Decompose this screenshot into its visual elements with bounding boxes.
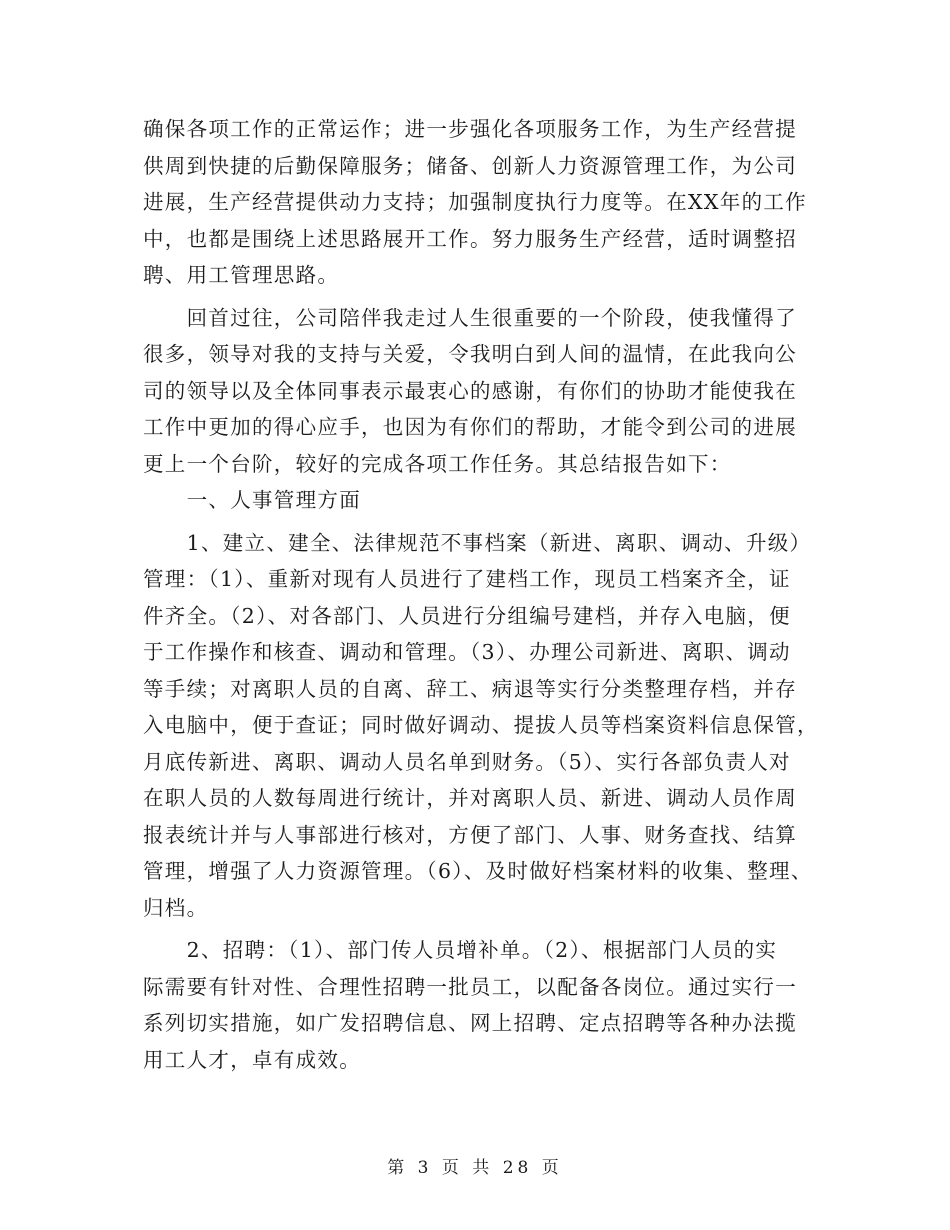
text-line: 回首过往，公司陪伴我走过人生很重要的一个阶段，使我懂得了 <box>143 305 797 330</box>
text-line: 供周到快捷的后勤保障服务；储备、创新人力资源管理工作，为公司 <box>143 153 797 178</box>
text-line: 件齐全。（2）、对各部门、人员进行分组编号建档，并存入电脑，便 <box>143 603 791 628</box>
text-line: 很多，领导对我的支持与关爱，令我明白到人间的温情，在此我向公 <box>143 342 797 366</box>
text-line: 管理，增强了人力资源管理。（6）、及时做好档案材料的收集、整理、 <box>143 859 813 883</box>
text-line: 月底传新进、离职、调动人员名单到财务。（5）、实行各部负责人对 <box>143 749 791 774</box>
document-body <box>143 111 819 1078</box>
text-line: 用工人才，卓有成效。 <box>143 1047 361 1072</box>
text-line: 司的领导以及全体同事表示最衷心的感谢，有你们的协助才能使我在 <box>143 378 797 403</box>
paragraph-intro-continued <box>143 111 815 294</box>
text-line: 在职人员的人数每周进行统计，并对离职人员、新进、调动人员作周 <box>143 786 797 810</box>
text-line: 2、招聘：（1）、部门传人员增补单。（2）、根据部门人员的实 <box>143 938 778 962</box>
text-line: 报表统计并与人事部进行核对，方便了部门、人事、财务查找、结算 <box>143 822 797 847</box>
section-heading-personnel <box>143 482 815 519</box>
text-line: 归档。 <box>143 895 209 920</box>
section-heading: 一、人事管理方面 <box>143 488 361 512</box>
text-line: 入电脑中，便于查证；同时做好调动、提拔人员等档案资料信息保管， <box>143 713 819 737</box>
text-line: 进展，生产经营提供动力支持；加强制度执行力度等。在XX年的工作 <box>143 190 807 214</box>
text-line: 中，也都是围绕上述思路展开工作。努力服务生产经营，适时调整招 <box>143 226 797 251</box>
text-line: 际需要有针对性、合理性招聘一批员工，以配备各岗位。通过实行一 <box>143 974 797 999</box>
text-line: 于工作操作和核查、调动和管理。（3）、办理公司新进、离职、调动 <box>143 640 791 664</box>
text-line: 系列切实措施，如广发招聘信息、网上招聘、定点招聘等各种办法揽 <box>143 1011 797 1035</box>
text-line: 确保各项工作的正常运作；进一步强化各项服务工作，为生产经营提 <box>143 117 797 141</box>
text-line: 等手续；对离职人员的自离、辞工、病退等实行分类整理存档，并存 <box>143 676 797 701</box>
text-line: 管理：（1）、重新对现有人员进行了建档工作，现员工档案齐全，证 <box>143 567 791 591</box>
page-number-footer: 第 3 页 共 28 页 <box>387 1158 563 1178</box>
text-line: 工作中更加的得心应手，也因为有你们的帮助，才能令到公司的进展 <box>143 415 797 439</box>
text-line: 聘、用工管理思路。 <box>143 263 340 287</box>
text-line: 更上一个台阶，较好的完成各项工作任务。其总结报告如下： <box>143 451 732 476</box>
paragraph-archives <box>143 525 819 927</box>
text-line: 1、建立、建全、法律规范不事档案（新进、离职、调动、升级） <box>143 530 812 555</box>
paragraph-reflection <box>143 300 815 483</box>
paragraph-recruitment <box>143 932 815 1078</box>
